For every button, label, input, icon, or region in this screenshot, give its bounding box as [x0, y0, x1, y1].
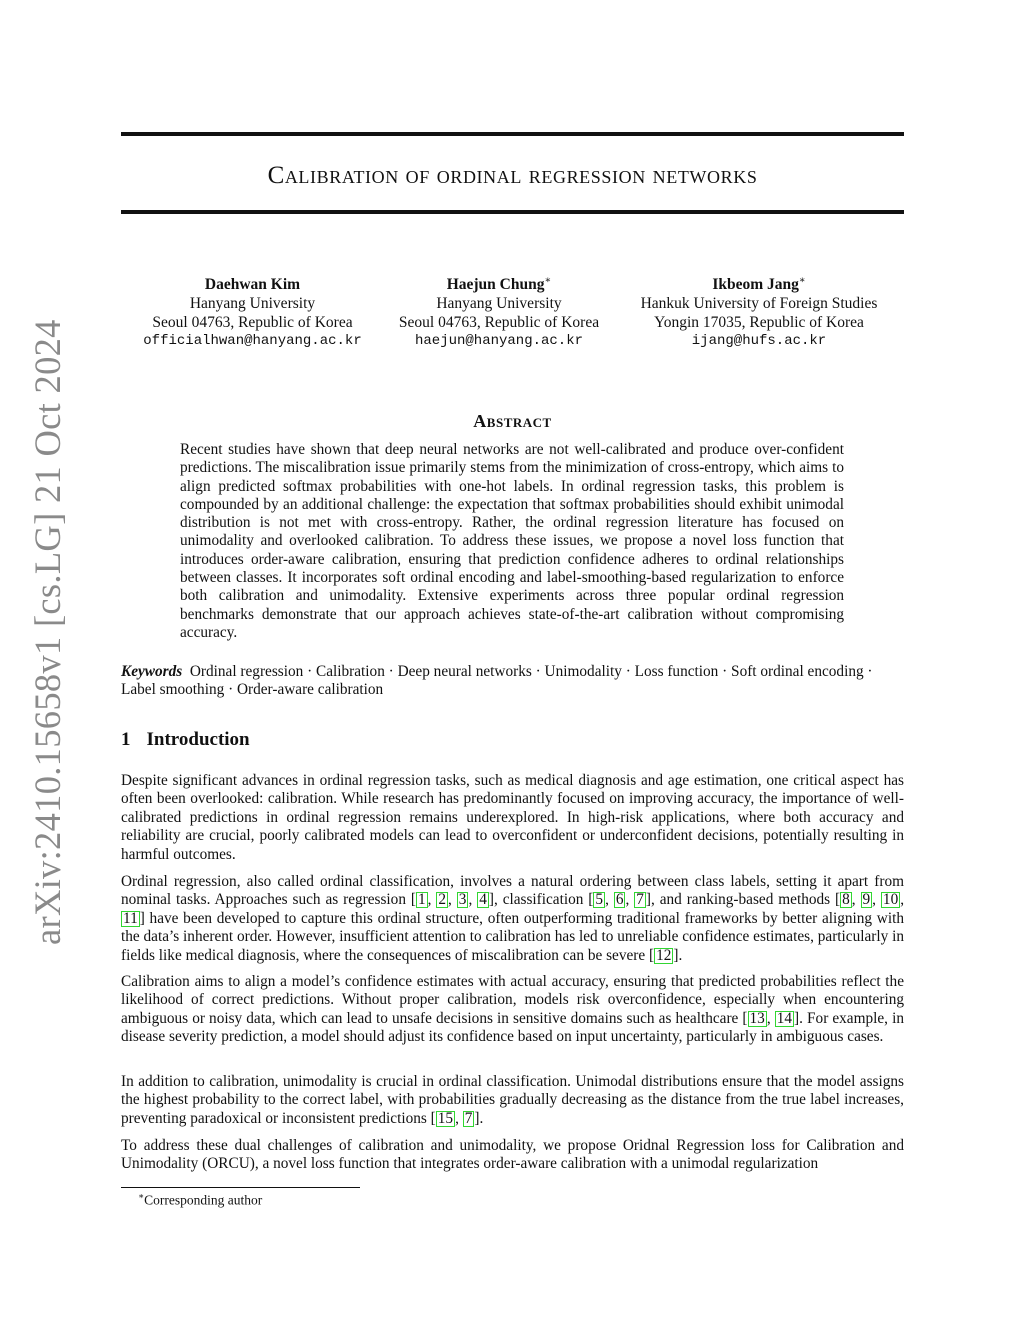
citation-link[interactable]: 7: [464, 1109, 473, 1127]
citation-link[interactable]: 4: [479, 891, 487, 909]
citation-link[interactable]: 10: [882, 891, 899, 909]
section-title: Introduction: [146, 729, 250, 750]
footnote-rule: [121, 1187, 360, 1188]
citation-link[interactable]: 12: [656, 946, 672, 964]
author-address: Seoul 04763, Republic of Korea: [398, 314, 600, 332]
citation-link[interactable]: 5: [595, 891, 604, 909]
citation-link[interactable]: 15: [437, 1109, 454, 1127]
paper-title: Calibration of ordinal regression networks: [267, 162, 758, 189]
title-rule-bottom: [121, 210, 904, 214]
author-email[interactable]: ijang@hufs.ac.kr: [691, 333, 827, 350]
abstract-text: Recent studies have shown that deep neural networks are not well-calibrated and produce over-confident predictions. The miscalibration issue primarily stems from the minimization of cross-entropy, which aims to align predicted softmax probabilities with one-hot labels. In ordinal regression tasks, this problem is compounded by an additional challenge: the expectation that softmax probabilities should exhibit unimodal distribution is not met with cross-entropy. Rather, the ordinal regression literature has focused on unimodality and overlooked calibration. To address these issues, we propose a novel loss function that introduces order-aware calibration, ensuring that prediction confidence adheres to ordinal relationships between classes. It incorporates soft ordinal encoding and label-smoothing-based regularization to enforce both calibration and unimodality. Extensive experiments across three popular ordinal regression benchmarks demonstrate that our approach achieves state-of-the-art calibration without compromising accuracy.: [180, 441, 844, 641]
abstract-heading: Abstract: [473, 411, 552, 431]
citation-link[interactable]: 1: [417, 891, 426, 909]
citation-link[interactable]: 13: [749, 1009, 765, 1027]
citation-link[interactable]: 14: [776, 1009, 793, 1027]
citation-link[interactable]: 3: [458, 891, 467, 909]
paragraph: Despite significant advances in ordinal regression tasks, such as medical diagnosis and age estimation, one critical aspect has often been overlooked: calibration. While research has predominantly focused on improving accuracy, the importance of well-calibrated predictions in ordinal regression remains underexplored. In high-risk applications, where both accuracy and reliability are crucial, poorly calibrated models can lead to overconfident or underconfident decisions, potentially resulting in harmful outcomes.: [121, 772, 904, 863]
author-block: [618, 271, 900, 351]
author-block: [385, 271, 613, 351]
author-affiliation: Hanyang University: [189, 295, 316, 313]
author-affiliation: Hankuk University of Foreign Studies: [640, 295, 878, 313]
title-rule-top: [121, 132, 904, 136]
citation-link[interactable]: 6: [615, 891, 624, 909]
paragraph: In addition to calibration, unimodality is crucial in ordinal classification. Unimodal distributions ensure that the model assigns the highest probability to the correct label, with probabilities gradually decreasing as the distance from the true label increases, preventing paradoxical or inconsistent predictions [ 15 , 7 ].: [121, 1073, 904, 1127]
citation-link[interactable]: 2: [438, 891, 447, 909]
paragraph: Calibration aims to align a model’s confidence estimates with actual accuracy, ensuring that predicted probabilities reflect the likelihood of correct predictions. Without proper calibration, models risk overconfidence, especially when encountering ambiguous or noisy data, which can lead to unsafe decisions in sensitive domains such as healthcare [ 13 , 14 ]. For example, in disease severity prediction, a model should adjust its confidence based on input uncertainty, particularly in ambiguous cases.: [121, 973, 904, 1046]
author-address: Seoul 04763, Republic of Korea: [152, 314, 353, 332]
author-name: Daehwan Kim: [204, 276, 301, 294]
footnote-text: Corresponding author: [144, 1192, 263, 1208]
arxiv-side-stamp: arXiv:2410.15658v1 [cs.LG] 21 Oct 2024: [27, 319, 68, 945]
citation-link[interactable]: 7: [636, 891, 644, 909]
author-email[interactable]: officialhwan@hanyang.ac.kr: [143, 333, 362, 350]
keywords: [121, 663, 904, 700]
keywords-text: Ordinal regression · Calibration · Deep neural networks · Unimodality · Loss function · Soft ordinal encoding · Label smoothing · Order-aware calibration: [121, 663, 873, 699]
citation-link[interactable]: 8: [842, 891, 850, 909]
author-block: [130, 271, 375, 351]
footnote: [138, 1191, 262, 1209]
keywords-label: Keywords: [121, 663, 183, 680]
citation-link[interactable]: 11: [123, 909, 138, 927]
footnote-mark: ∗: [138, 1191, 145, 1201]
paragraph: To address these dual challenges of calibration and unimodality, we propose Oridnal Regression loss for Calibration and Unimodality (ORCU), a novel loss function that integrates order-aware calibration with a unimodal regularization: [121, 1137, 904, 1173]
author-name: Ikbeom Jang∗: [712, 275, 806, 294]
citation-link[interactable]: 9: [862, 891, 871, 909]
paragraph: Ordinal regression, also called ordinal classification, involves a natural ordering between class labels, setting it apart from nominal tasks. Approaches such as regression [ 1 , 2 , 3 , 4 ], classification [ 5 , 6 , 7 ], and ranking-based methods [ 8 , 9 , 10 , 11 ] have been developed to capture this ordinal structure, often outperforming traditional frameworks by better aligning with the data’s inherent order. However, insufficient attention to calibration has led to unreliable confidence estimates, particularly in fields like medical diagnosis, where the consequences of miscalibration can be severe [ 12 ].: [121, 873, 905, 964]
section-number: 1: [121, 729, 131, 750]
author-address: Yongin 17035, Republic of Korea: [654, 314, 864, 332]
author-name: Haejun Chung∗: [446, 275, 552, 294]
author-affiliation: Hanyang University: [436, 295, 562, 313]
section-heading: [121, 729, 250, 751]
author-email[interactable]: haejun@hanyang.ac.kr: [414, 333, 584, 350]
